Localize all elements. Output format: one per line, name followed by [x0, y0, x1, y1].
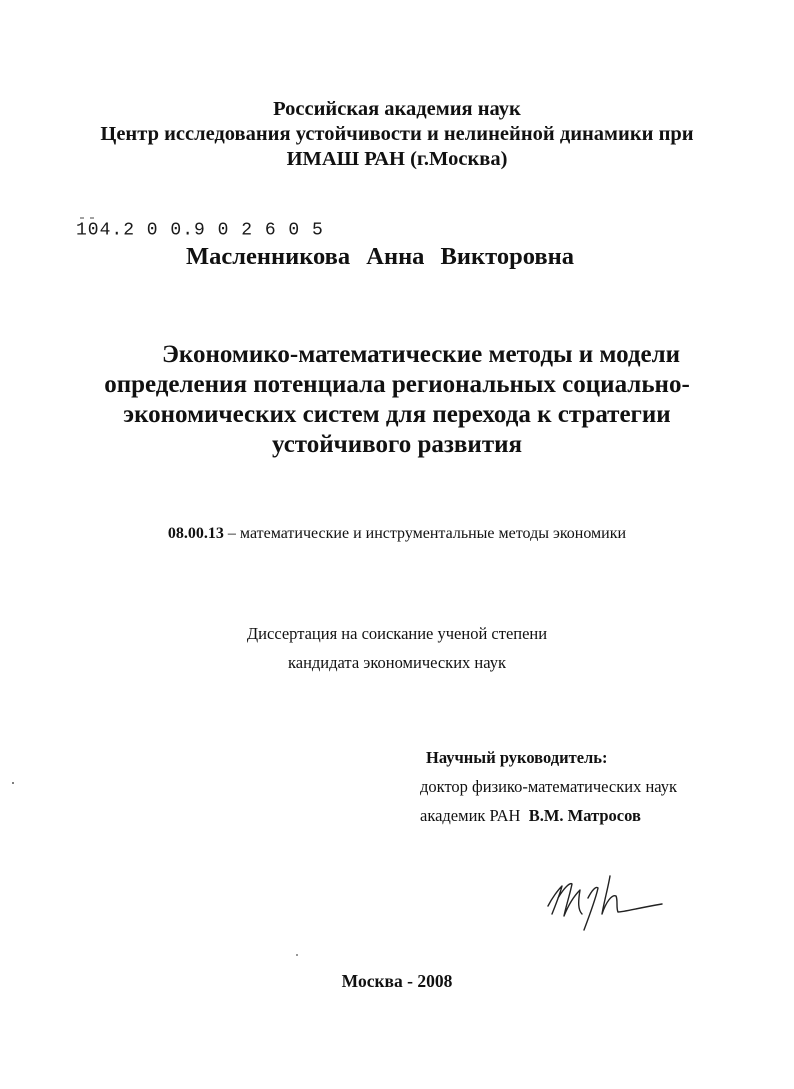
specialty-name: математические и инструментальные методы экономики [239, 525, 627, 542]
specialty-separator: – [223, 525, 240, 542]
specialty-line [0, 525, 794, 543]
degree-line-1: Диссертация на соискание ученой степени [246, 624, 548, 643]
dissertation-title [0, 340, 794, 460]
scan-speck [12, 782, 14, 784]
supervisor-rank: академик РАН [420, 806, 521, 825]
title-line-3: экономических систем для перехода к стратегии [123, 401, 671, 428]
scan-speck [296, 954, 298, 956]
supervisor-signature [538, 868, 668, 934]
place-and-year: Москва - 2008 [341, 971, 453, 991]
degree-line-2: кандидата экономических наук [287, 653, 506, 672]
library-code: 104.2 0 0.9 0 2 6 0 5 [76, 220, 324, 241]
supervisor-degree: доктор физико-математических наук [420, 777, 678, 796]
organization-line-3: ИМАШ РАН (г.Москва) [286, 148, 508, 170]
supervisor-heading: Научный руководитель: [426, 748, 608, 767]
supervisor-block [420, 743, 677, 830]
organization-header [0, 97, 794, 172]
specialty-code: 08.00.13 [167, 525, 224, 542]
organization-line-2: Центр исследования устойчивости и нелинейной динамики при [100, 123, 694, 145]
title-line-2: определения потенциала региональных социально- [104, 371, 690, 398]
supervisor-name: В.М. Матросов [528, 806, 641, 825]
dissertation-degree [0, 619, 794, 677]
title-line-1: Экономико-математические методы и модели [161, 341, 681, 368]
supervisor-rank-name [420, 801, 677, 830]
organization-line-1: Российская академия наук [273, 98, 521, 120]
title-line-4: устойчивого развития [271, 431, 523, 458]
author-name: Масленникова Анна Викторовна [186, 243, 574, 270]
